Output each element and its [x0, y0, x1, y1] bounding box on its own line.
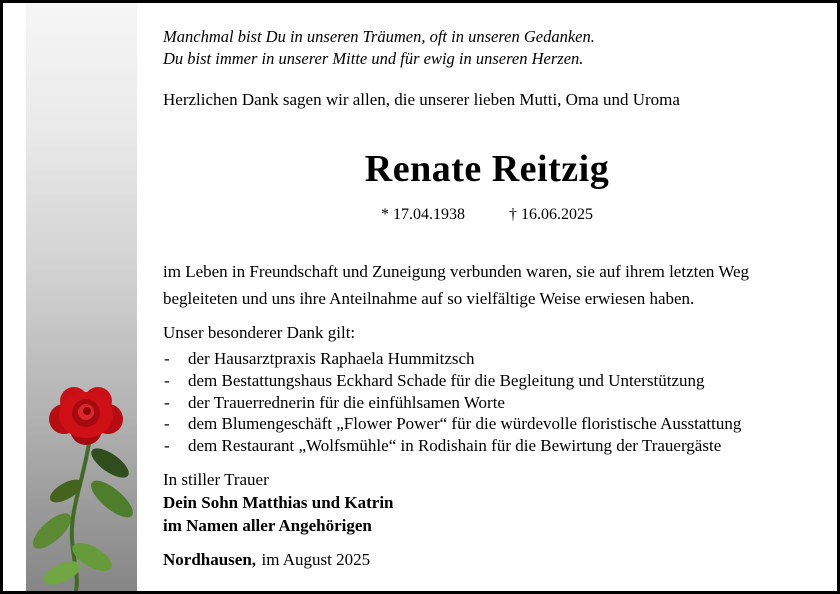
closing-line: In stiller Trauer	[163, 470, 269, 489]
intro-line: Herzlichen Dank sagen wir allen, die unserer lieben Mutti, Oma und Uroma	[163, 90, 680, 109]
rose-icon	[26, 379, 138, 591]
list-item-text: dem Bestattungshaus Eckhard Schade für die Begleitung und Unterstützung	[188, 370, 705, 390]
memorial-quote	[137, 26, 837, 70]
life-dates	[137, 204, 837, 226]
list-dash: -	[164, 349, 170, 368]
list-item-text: der Hausarztpraxis Raphaela Hummitzsch	[188, 349, 475, 368]
list-item-text: dem Restaurant „Wolfsmühle“ in Rodishain für die Bewirtung der Trauergäste	[188, 436, 722, 456]
list-dash: -	[164, 392, 170, 412]
gradient-strip	[26, 3, 137, 591]
thanks-paragraph	[137, 258, 837, 312]
list-item-text: dem Blumengeschäft „Flower Power“ für die würdevolle floristische Ausstattung	[188, 414, 742, 434]
list-dash: -	[164, 414, 170, 434]
list-dash: -	[164, 370, 170, 390]
mourner-line-1: Dein Sohn Matthias und Katrin	[163, 493, 394, 512]
place-date-line	[137, 549, 837, 571]
list-item	[164, 413, 837, 435]
list-item	[164, 370, 837, 392]
list-item-text: der Trauerrednerin für die einfühlsamen Worte	[188, 392, 505, 412]
list-item	[164, 435, 837, 457]
month-year: im August 2025	[261, 550, 371, 569]
place-name: Nordhausen,	[163, 550, 257, 569]
thanks-list	[137, 348, 837, 457]
list-dash: -	[164, 436, 170, 456]
thanks-heading: Unser besonderer Dank gilt:	[163, 323, 356, 342]
list-item	[164, 348, 837, 370]
quote-line-2: Du bist immer in unserer Mitte und für ewig in unseren Herzen.	[163, 49, 584, 68]
mourners	[137, 492, 837, 537]
birth-date: * 17.04.1938	[381, 206, 465, 223]
deceased-name: Renate Reitzig	[364, 148, 610, 190]
quote-line-1: Manchmal bist Du in unseren Träumen, oft in unseren Gedanken.	[163, 27, 595, 46]
death-date: † 16.06.2025	[509, 206, 593, 223]
thanks-paragraph-line-1: im Leben in Freundschaft und Zuneigung verbunden waren, sie auf ihrem letzten Weg	[163, 262, 750, 281]
list-item	[164, 392, 837, 414]
mourner-line-2: im Namen aller Angehörigen	[163, 515, 372, 535]
thanks-paragraph-line-2: begleiteten und uns ihre Anteilnahme auf so vielfältige Weise erwiesen haben.	[163, 289, 695, 308]
obituary-content	[137, 3, 837, 591]
